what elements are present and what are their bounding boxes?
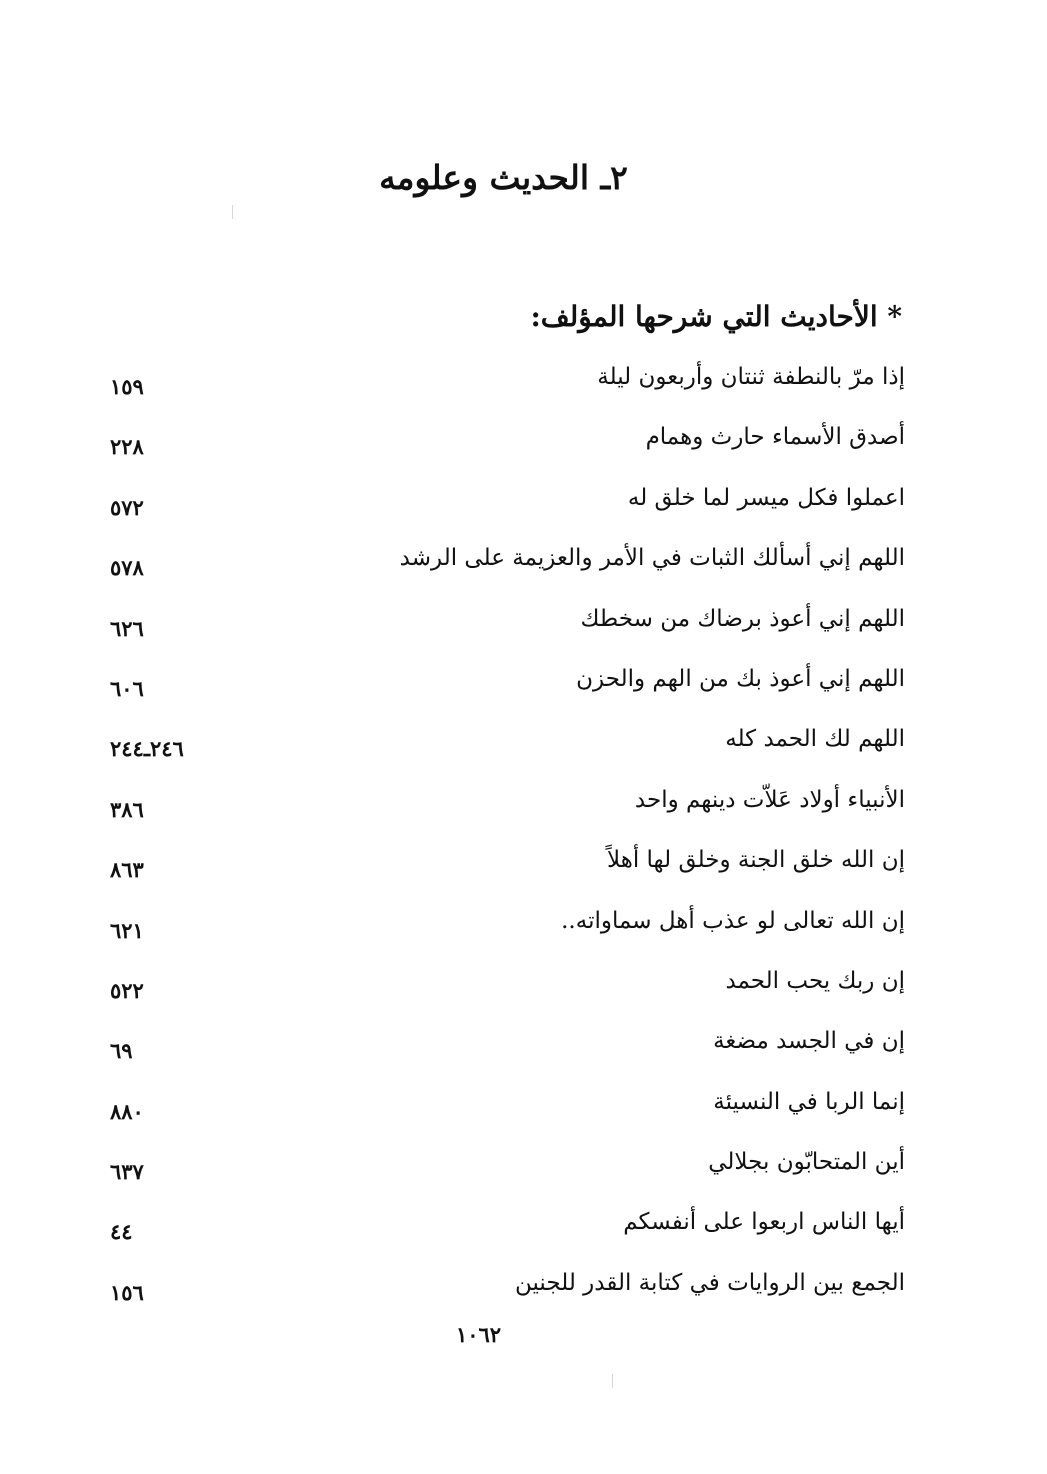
scan-mark-top	[232, 205, 233, 219]
entry-text: إنما الربا في النسيئة	[713, 1088, 905, 1115]
entry-page-ref: ٦٢٦	[110, 615, 144, 641]
entry-page-ref: ٤٤	[110, 1219, 133, 1245]
index-entry	[100, 722, 905, 782]
entry-page-ref: ٢٤٦ـ٢٤٤	[110, 736, 184, 762]
entry-text: أصدق الأسماء حارث وهمام	[645, 424, 905, 451]
entry-page-ref: ٨٦٣	[110, 857, 144, 883]
index-entry	[100, 964, 905, 1024]
index-entry	[100, 1024, 905, 1084]
index-entry	[100, 783, 905, 843]
index-entry	[100, 904, 905, 964]
entry-page-ref: ١٥٦	[110, 1279, 144, 1305]
entry-text: اللهم إني أعوذ بك من الهم والحزن	[576, 665, 905, 692]
entry-text: اللهم إني أعوذ برضاك من سخطك	[580, 605, 905, 632]
entry-text: إذا مرّ بالنطفة ثنتان وأربعون ليلة	[597, 364, 905, 390]
entry-text: الأنبياء أولاد عَلاّت دينهم واحد	[634, 786, 905, 813]
index-entry	[100, 541, 905, 601]
entry-page-ref: ٥٢٢	[110, 977, 144, 1003]
entry-page-ref: ٨٨٠	[110, 1098, 144, 1124]
entry-page-ref: ٦٩	[110, 1038, 133, 1064]
entry-text: أين المتحابّون بجلالي	[708, 1149, 905, 1176]
entry-text: الجمع بين الروايات في كتابة القدر للجنين	[514, 1269, 905, 1296]
entry-text: اللهم لك الحمد كله	[725, 726, 905, 753]
entry-text: إن الله خلق الجنة وخلق لها أهلاً	[606, 847, 905, 874]
entry-page-ref: ٥٧٢	[110, 494, 144, 520]
index-entry	[100, 1085, 905, 1145]
entry-page-ref: ٣٨٦	[110, 796, 144, 822]
index-entry	[100, 662, 905, 722]
entry-page-ref: ٢٢٨	[110, 434, 144, 460]
section-heading: * الأحاديث التي شرحها المؤلف:	[530, 300, 902, 333]
index-entry	[100, 481, 905, 541]
entry-text: أيها الناس اربعوا على أنفسكم	[623, 1209, 905, 1236]
entry-page-ref: ١٥٩	[110, 374, 144, 399]
index-entry	[100, 1266, 905, 1326]
entry-page-ref: ٥٧٨	[110, 555, 144, 581]
entry-text: إن ربك يحب الحمد	[725, 967, 905, 994]
index-entry	[100, 420, 905, 480]
hadith-index-list	[100, 360, 905, 1326]
index-entry	[100, 360, 905, 420]
index-entry	[100, 1145, 905, 1205]
entry-text: اعملوا فكل ميسر لما خلق له	[627, 484, 905, 511]
entry-page-ref: ٦٣٧	[110, 1159, 144, 1185]
entry-page-ref: ٦٢١	[110, 917, 144, 943]
chapter-title: ٢ـ الحديث وعلومه	[379, 158, 628, 197]
entry-text: إن الله تعالى لو عذب أهل سماواته..	[561, 907, 905, 934]
entry-text: اللهم إني أسألك الثبات في الأمر والعزيمة على الرشد	[399, 545, 905, 572]
index-entry	[100, 1205, 905, 1265]
index-entry	[100, 843, 905, 903]
index-entry	[100, 602, 905, 662]
entry-text: إن في الجسد مضغة	[713, 1028, 905, 1055]
entry-page-ref: ٦٠٦	[110, 675, 144, 701]
scan-mark-bottom	[612, 1374, 613, 1388]
page-number: ١٠٦٢	[455, 1322, 502, 1347]
